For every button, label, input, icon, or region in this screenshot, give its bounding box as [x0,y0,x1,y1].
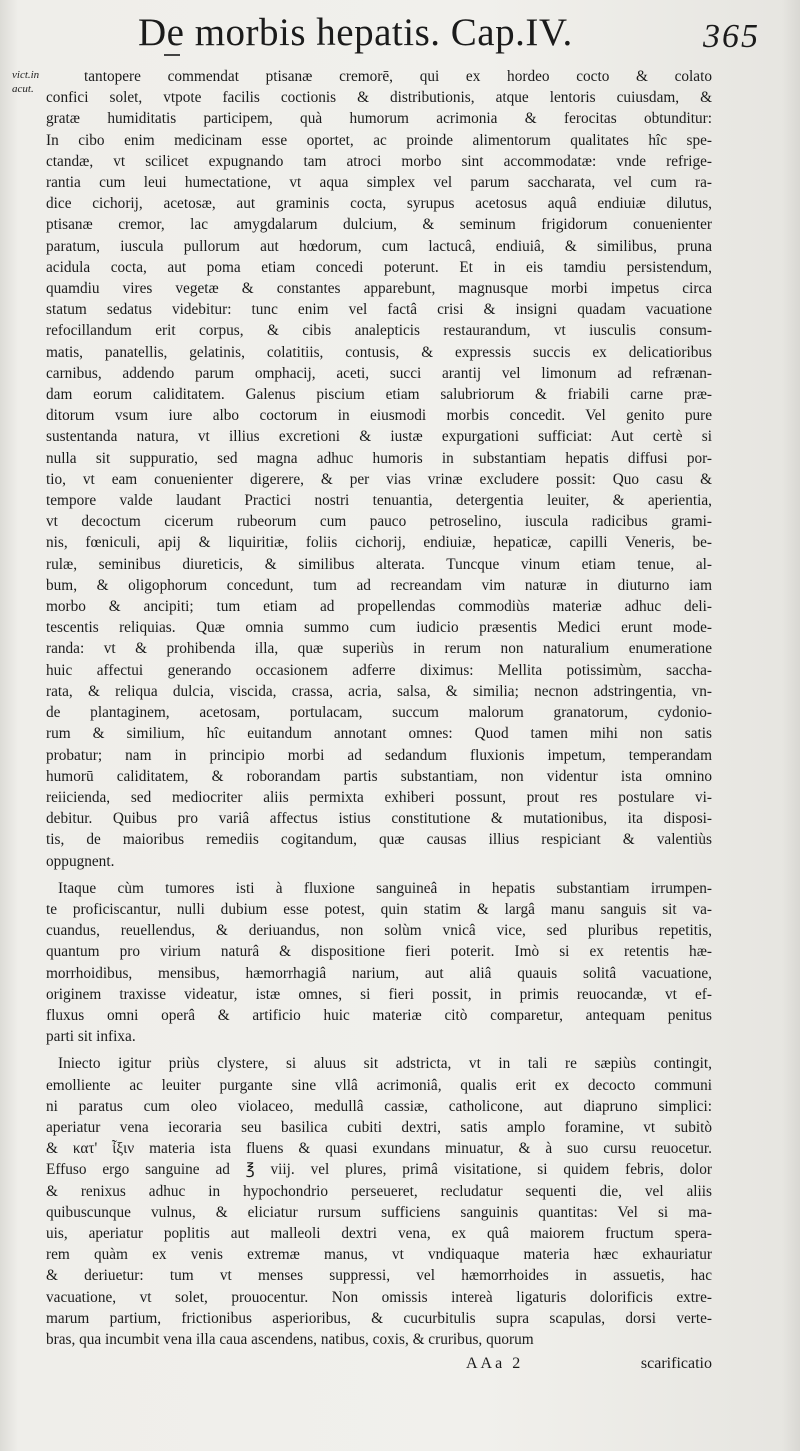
text-line: & κατ' ἶξιν materia ista fluens & quasi exundans minuatur, & à suo cursu reuocetur. [46,1140,712,1158]
text-line: tantopere commendat ptisanæ cremorē, qui ex hordeo cocto & colato [84,68,712,85]
text-line: & renixus adhuc in hypochondrio perseueret, recludatur sequenti die, vel aliis [46,1182,712,1200]
text-line: sustentanda natura, vt illius excretioni & iustæ expurgationi sufficiat: Aut certè si [46,428,712,446]
running-title: De morbis hepatis. Cap.IV. [138,11,573,54]
text-line: te proficiscantur, nulli dubium esse potest, quin statim & largâ manu sanguis sit va- [46,900,712,918]
text-line: emolliente ac leuiter purgante sine vllâ acrimoniâ, qualis erit ex decocto communi [46,1076,712,1094]
text-line: rantia cum leui humectatione, vt aqua simplex vel parum saccharata, vel cum ra- [46,174,712,192]
text-line: nulla sit suppuratio, sed magna adhuc humoris in substantiam hepatis diffusi por- [46,449,712,467]
page-footer [46,1355,712,1381]
text-line: tescentis reliquias. Quæ omnia summo cum iudicio præsentis Medici erunt mode- [46,619,712,637]
text-line: morrhoidibus, mensibus, hæmorrhagiâ narium, aut aliâ quauis solitâ vacuatione, [46,964,712,982]
text-body [46,66,712,1350]
text-line: quamdiu vires vegetæ & constantes apparebunt, magnusque morbi impetus circa [46,280,712,298]
text-line: rem quàm ex venis extremæ manus, vt vndiquaque materia hæc exhauriatur [46,1246,712,1264]
text-line: marum partium, frictionibus asperioribus, & cucurbitulis supra scapulas, dorsi verte- [46,1309,712,1327]
text-line: aperiatur vena iecoraria seu basilica cubiti dextri, satis amplo foramine, vt subitò [46,1118,712,1136]
text-line: Itaque cùm tumores isti à fluxione sanguineâ in hepatis substantiam irrumpen- [58,879,712,897]
text-line: reiicienda, sed mediocriter aliis permixta exhiberi possunt, prout res postulare vi- [46,788,712,806]
text-line: de plantaginem, acetosam, portulacam, succum malorum granatorum, cydonio- [46,704,712,722]
text-line: parti sit infixa. [46,1028,136,1046]
text-line: rum & similium, hîc euitandum annotant omnes: Quod tamen mihi non satis [46,725,712,743]
text-line: tempore valde laudant Practici nostri tenuantia, detergentia leuiter, & aperientia, [46,492,712,510]
catchword: scarificatio [640,1355,712,1372]
text-line: uis, aperiatur poplitis aut malleoli dextri vena, ex quâ maiorem fructum spera- [46,1224,712,1242]
header-dash-mark [164,54,180,56]
text-line: oppugnent. [46,852,115,870]
text-line: paratum, iuscula pullorum aut hœdorum, cum lactucâ, endiuiâ, & similibus, pruna [46,237,712,255]
text-line: refocillandum erit corpus, & cibis analepticis restaurandum, vt iusculis consum- [46,322,712,340]
text-line: bras, qua incumbit vena illa caua ascendens, natibus, coxis, & cruribus, quorum [46,1330,534,1348]
text-line: quibuscunque vulnus, & eliciatur rursum sufficiens sanguinis quantitas: Vel si ma- [46,1203,712,1221]
text-line: cuandus, reuellendus, & deriuandus, non solùm vnicâ vice, sed pluribus repetitis, [46,922,712,940]
text-line: originem traxisse videatur, istæ omnes, si fieri possit, in primis reuocandæ, vt ef- [46,985,712,1003]
text-line: ditorum vsum iure albo coctorum in eiusmodi morbis concedit. Vel genito pure [46,407,712,425]
page-edge-shadow [782,0,800,1451]
text-line: Effuso ergo sanguine ad ℥ viij. vel plures, primâ visitatione, si quidem febris, dolor [46,1161,712,1179]
page-header [130,10,760,60]
text-line: & deriuetur: tum vt menses suppressi, vel hæmorrhoides in assuetis, hac [46,1267,712,1285]
text-line: bum, & oligophorum concedunt, tum ad recreandam vim naturæ in diuturno iam [46,576,712,594]
text-line: ptisanæ cremor, lac amygdalarum dulcium, & seminum frigidorum conuenienter [46,216,712,234]
text-line: carnibus, addendo parum omphacij, aceti, succi arantij vel limonum ad refrænan- [46,364,712,382]
page-number: 365 [703,18,760,55]
text-line: confici solet, vtpote facilis coctionis & distributionis, atque lentoris cuiusdam, & [46,89,712,107]
text-line: acidula cocta, aut poma etiam concedi poterunt. Et in eis tamdiu persistendum, [46,258,712,276]
signature-mark: AAa 2 [466,1355,524,1372]
text-line: vt decoctum cicerum rubeorum cum pauco petroselino, iuscula radicibus grami- [46,513,712,531]
text-line: quantum pro virium naturâ & dispositione fieri poterit. Imò si ex retentis hæ- [46,943,712,961]
paragraph-3 [46,1053,712,1350]
text-line: dice cichorij, acetosæ, aut graminis cocta, syrupus acetosus aquâ endiuiæ dilutus, [46,195,712,213]
text-line: rata, & reliqua dulcia, viscida, crassa, acria, salsa, & similia; necnon adstringentia, vn- [46,682,712,700]
paragraph-1 [46,66,712,872]
text-line: matis, panatellis, gelatinis, colatitiis, contusis, & expressis succis ex delicatioribus [46,343,712,361]
text-line: nis, fœniculi, apij & liquiritiæ, foliis cichorij, endiuiæ, hepaticæ, capilli Veneris, be- [46,534,712,552]
text-line: gratæ humiditatis participem, quà humorum acrimonia & ferocitas obtunditur: [46,110,712,128]
text-line: fluxus omni operâ & artificio huic materiæ citò comparetur, antequam penitus [46,1006,712,1024]
text-line: ctandæ, vt scilicet expugnando tam atroci morbo sint accommodatæ: vnde refrige- [46,152,712,170]
text-line: tio, vt eam conuenienter digerere, & per vias vrinæ excludere possit: Quo casu & [46,470,712,488]
text-line: debitur. Quibus pro variâ affectus istius constitutione & mutationibus, ita disposi- [46,810,712,828]
text-line: probatur; nam in principio morbi ad sedandum fluxionis impetum, temperandam [46,746,712,764]
text-line: humorū caliditatem, & roborandam partis substantiam, non videntur ista omnino [46,767,712,785]
text-line: huic affectui generando occasionem adferre diximus: Mellita potissimùm, saccha- [46,661,712,679]
text-line: randa: vt & prohibenda illa, quæ superiùs in rerum non naturalium enumeratione [46,640,712,658]
text-line: ni paratus cum oleo violaceo, medullâ cassiæ, catholicone, aut diapruno simplici: [46,1097,712,1115]
text-line: Iniecto igitur priùs clystere, si aluus sit adstricta, vt in tali re sæpiùs contingit, [58,1055,712,1073]
text-line: In cibo enim medicinam esse oportet, ac proinde alimentorum qualitates hîc spe- [46,131,712,149]
text-line: vacuatione, vt solet, prouocentur. Non omissis intereà ligaturis dolorificis extre- [46,1288,712,1306]
paragraph-2 [46,878,712,1048]
text-line: dam eorum caliditatem. Galenus piscium etiam salubriorum & friabili carne præ- [46,386,712,404]
text-line: morbo & ancipiti; tum etiam ad propellendas commodiùs materiæ adhuc deli- [46,598,712,616]
text-line: rulæ, seminibus diureticis, & similibus alterata. Tuncque vinum etiam tenue, al- [46,555,712,573]
margin-note: vict.in acut. [12,69,40,95]
text-line: tis, de maioribus remediis cogitandum, quæ causas illius respiciant & valentiùs [46,831,712,849]
text-line: statum sedatus videbitur: tunc enim vel factâ crisi & insigni quadam vacuatione [46,301,712,319]
